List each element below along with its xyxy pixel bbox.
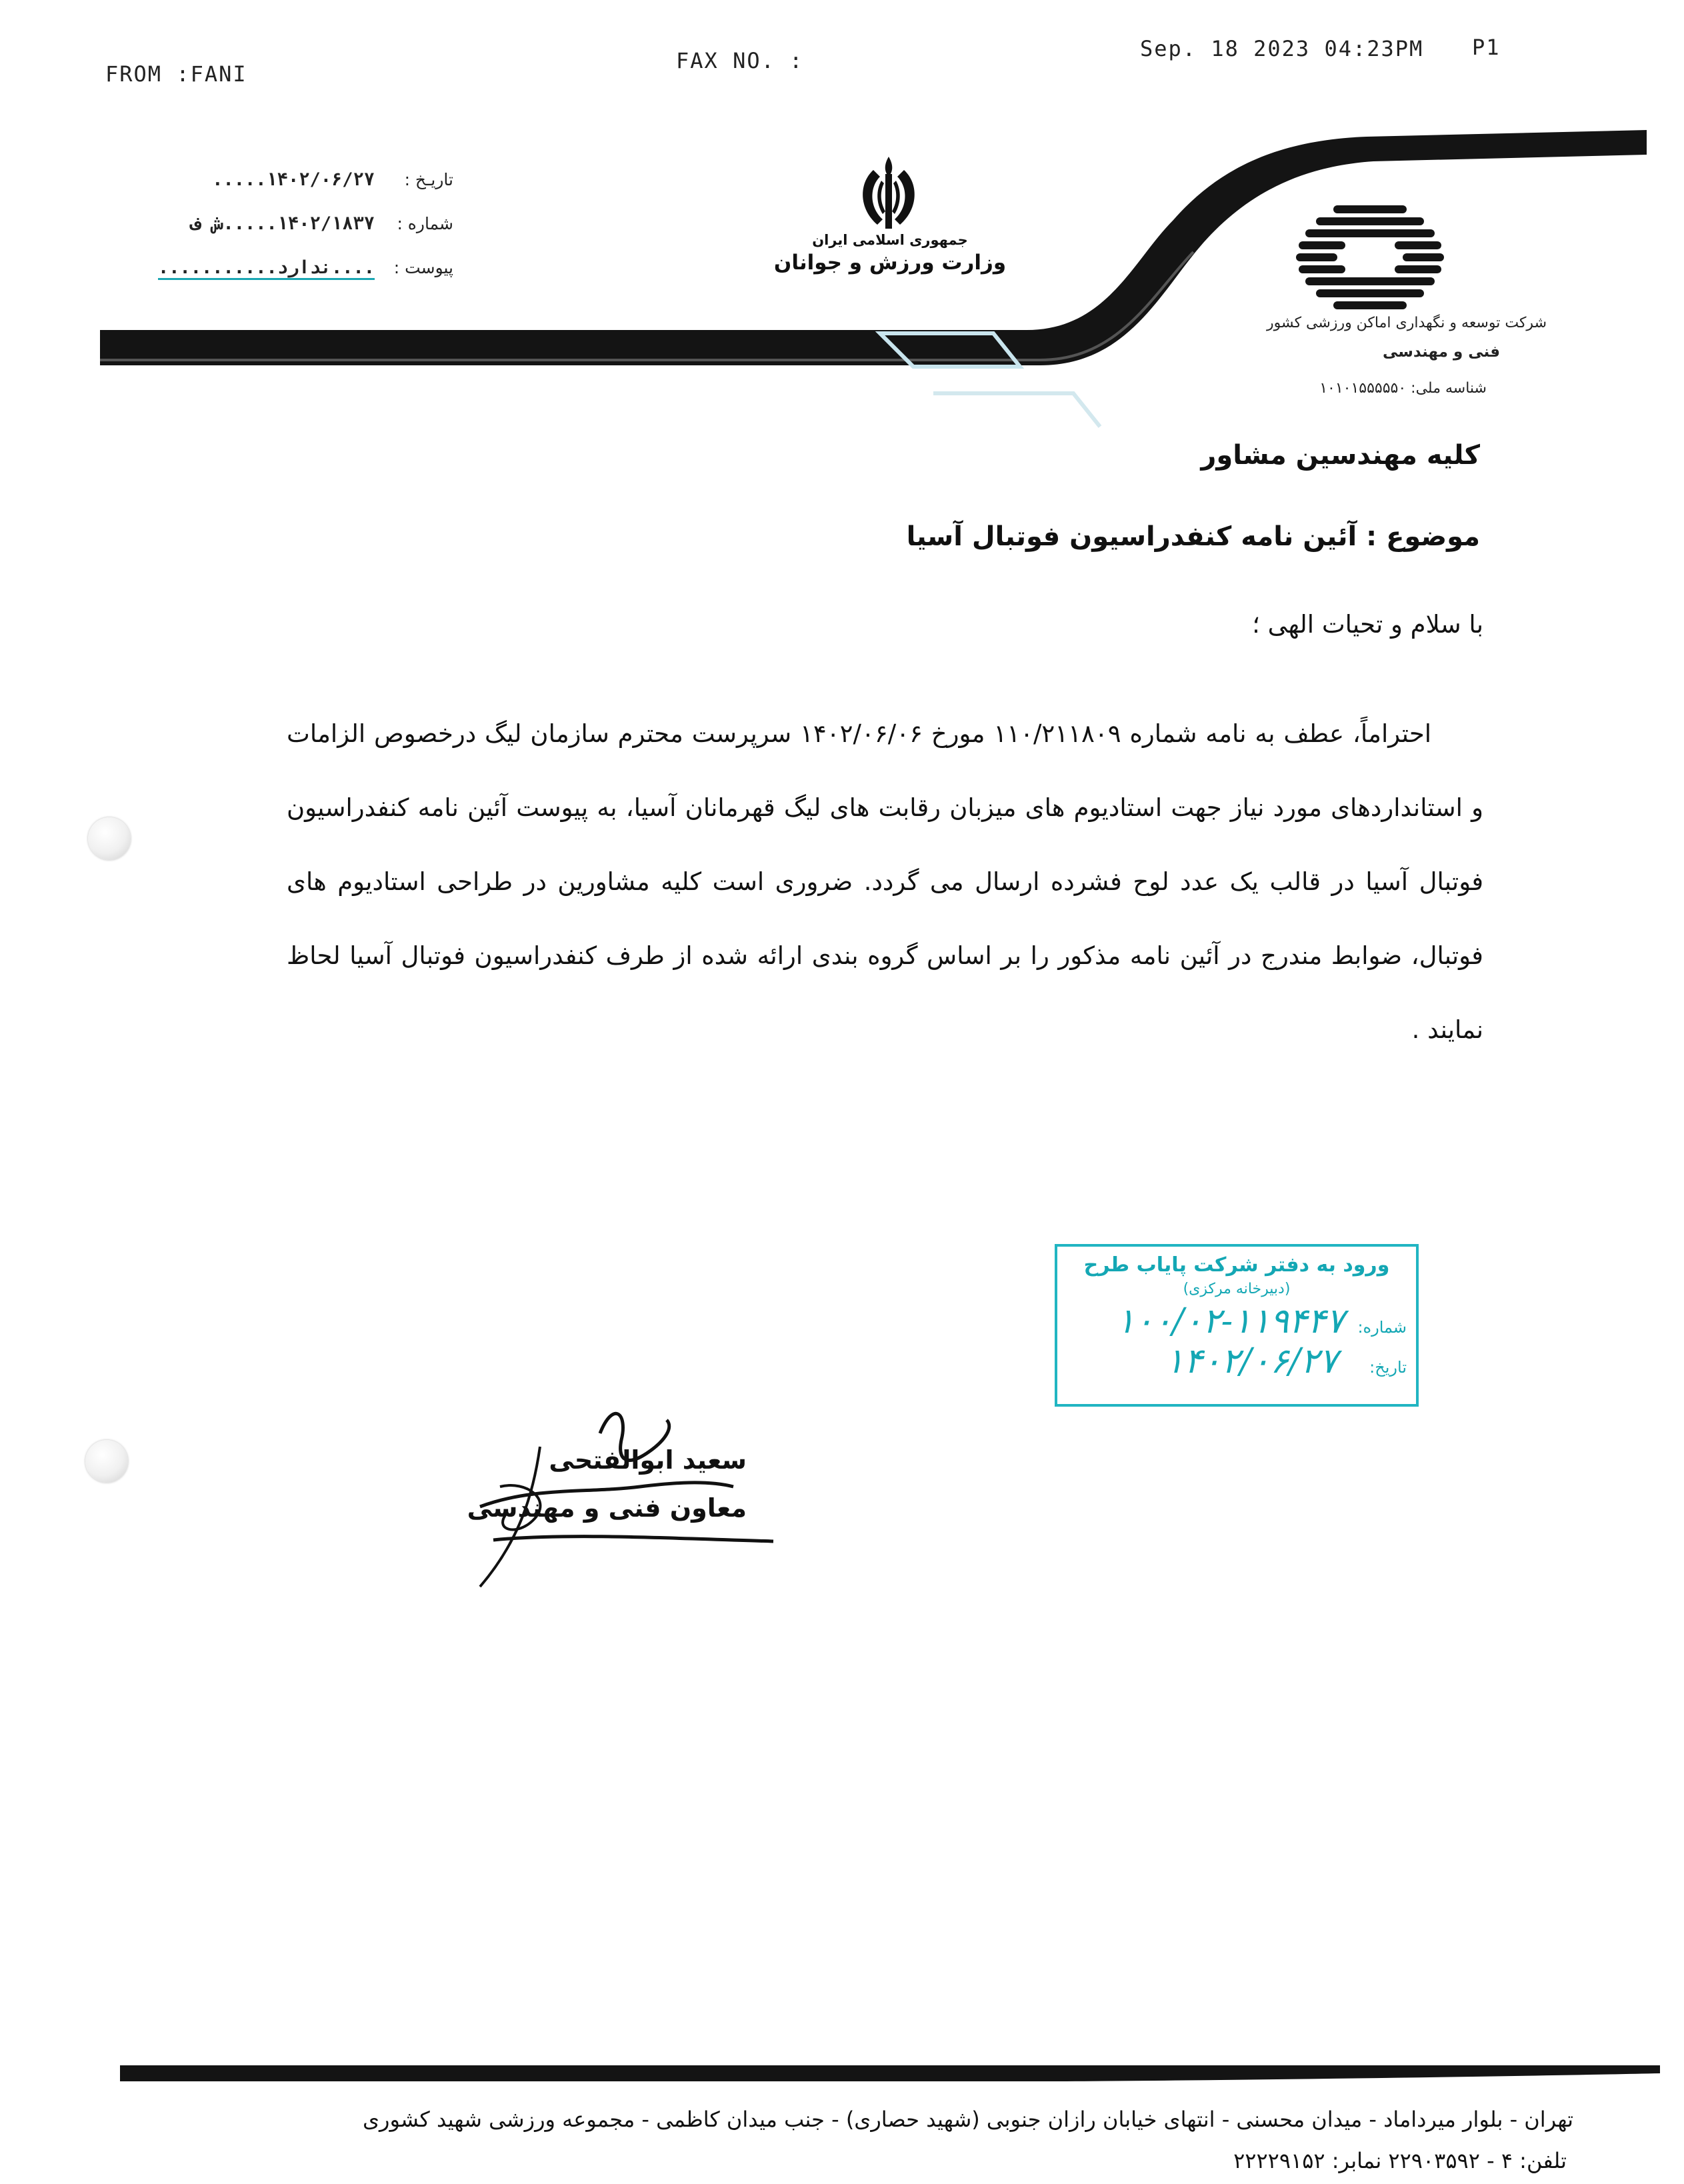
letter-recipient: کلیه مهندسین مشاور [1201,440,1480,471]
letter-date [140,169,453,190]
company-name: شرکت توسعه و نگهداری اماکن ورزشی کشور [1266,315,1547,331]
letter-body: احتراماً، عطف به نامه شماره ۱۱۰/۲۱۱۸۰۹ مورخ ۱۴۰۲/۰۶/۰۶ سرپرست محترم سازمان لیگ درخصوص الزامات و استانداردهای مورد نیاز جهت استادیوم های میزبان رقابت های لیگ قهرمانان آسیا، به پیوست آئین نامه کنفدراسیون فوتبال آسیا در قالب یک عدد لوح فشرده ارسال می گردد. ضروری است کلیه مشاورین در طراحی استادیوم های فوتبال، ضوابط مندرج در آئین نامه مذکور را بر اساس گروه بندی ارائه شده از طرف کنفدراسیون فوتبال آسیا لحاظ نمایند . [287,719,1483,1044]
stamp-date-row [1057,1341,1407,1381]
letter-number [140,213,453,234]
stamp-date-value: ۱۴۰۲/۰۶/۲۷ [1165,1341,1338,1381]
handwritten-signature [453,1387,800,1600]
footer-address: تهران - بلوار میرداماد - میدان محسنی - انتهای خیابان رازان جنوبی (شهید حصاری) - جنب میدان کاظمی - مجموعه ورزشی شهید کشوری [362,2107,1573,2132]
number-value: ۱۴۰۲/۱۸۳۷.....ش ف [190,213,375,234]
footer-contact: تلفن: ۴ - ۲۲۹۰۳۵۹۲ نمابر: ۲۲۲۲۹۱۵۲ [1233,2148,1567,2173]
fax-datetime: Sep. 18 2023 04:23PM [1140,36,1424,61]
stamp-number-label: شماره: [1357,1318,1407,1337]
letter-subject: موضوع : آئین نامه کنفدراسیون فوتبال آسیا [906,521,1480,552]
company-department: فنی و مهندسی [1382,343,1500,361]
iran-emblem-icon [845,150,932,237]
signatory-title: معاون فنی و مهندسی [467,1493,747,1523]
company-logo-icon [1287,200,1453,320]
stamp-title: ورود به دفتر شرکت پایاب طرح [1083,1253,1390,1277]
ghost-stamp-mark [853,293,1133,440]
ministry-republic: جمهوری اسلامی ایران [812,232,968,248]
fax-number: FAX NO. : [676,48,804,73]
fax-page: P1 [1472,35,1501,60]
punch-hole-bottom [85,1440,128,1483]
attachment-value: ....ندارد........... [158,257,375,280]
ministry-name: وزارت ورزش و جوانان [773,251,1007,275]
fax-from: FROM :FANI [105,61,247,87]
date-value: ۱۴۰۲/۰۶/۲۷..... [212,169,375,190]
stamp-number-row [1057,1301,1407,1341]
date-label: تاریـخ : [404,170,453,189]
letter-attachment [140,257,453,278]
number-label: شماره : [397,214,453,233]
footer-band [0,2047,1684,2100]
stamp-number-value: ۱۰۰/۰۲-۱۱۹۴۴۷ [1116,1301,1345,1341]
attachment-label: پیوست : [393,258,453,277]
stamp-subtitle: (دبیرخانه مرکزی) [1183,1281,1291,1297]
letter-salutation: با سلام و تحیات الهی ؛ [1252,610,1483,639]
incoming-stamp [1055,1244,1419,1407]
stamp-date-label: تاریخ: [1369,1358,1407,1377]
signatory-name: سعید ابوالفتحی [549,1445,747,1475]
company-national-id: شناسه ملی: ۱۰۱۰۱۵۵۵۵۵۰ [1319,380,1487,397]
punch-hole-top [88,817,131,860]
